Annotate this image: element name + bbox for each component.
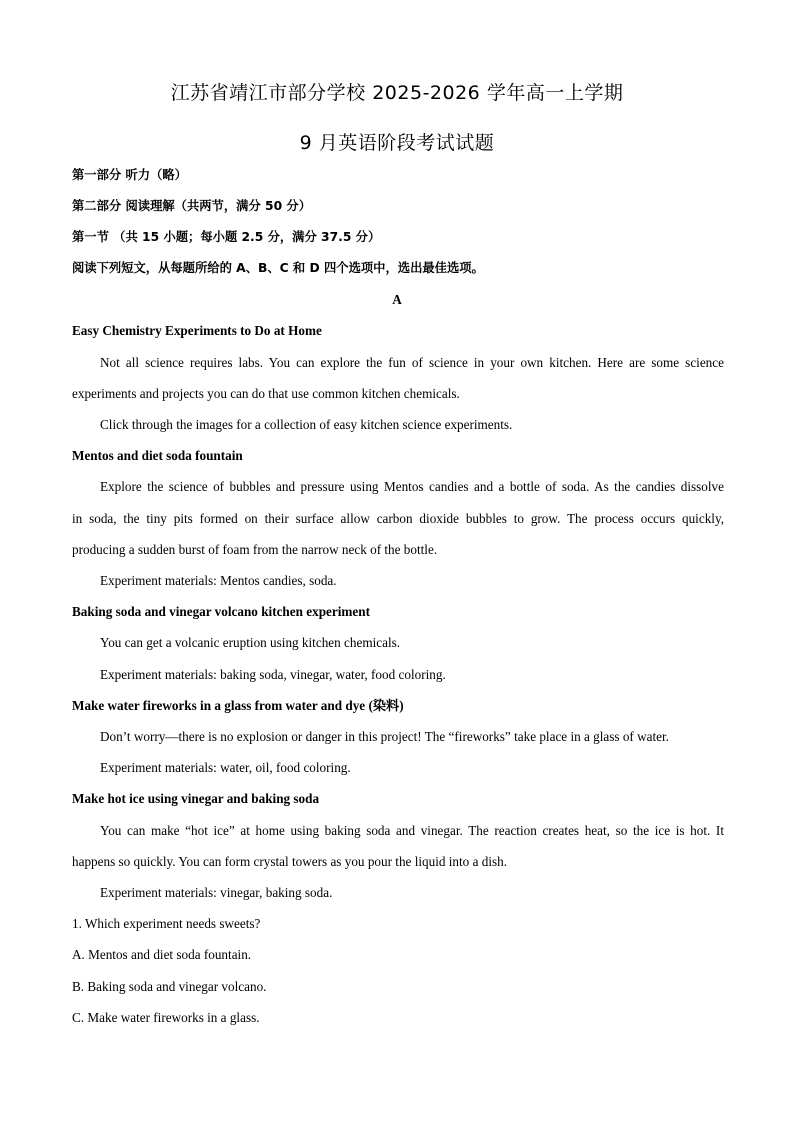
experiment-heading: Mentos and diet soda fountain [72, 448, 243, 463]
experiment-text-line: producing a sudden burst of foam from the narrow neck of the bottle. [72, 542, 438, 557]
exam-subtitle: 9 月英语阶段考试试题 [299, 132, 495, 154]
experiment-text-line: You can get a volcanic eruption using kitchen chemicals. [100, 635, 401, 650]
experiment-text-line: happens so quickly. You can form crystal towers as you pour the liquid into a dish. [72, 854, 508, 869]
part2-heading: 第二部分 阅读理解（共两节，满分 50 分） [72, 199, 312, 213]
experiment-materials: Experiment materials: baking soda, vinegar, water, food coloring. [100, 667, 446, 682]
part1-heading: 第一部分 听力（略） [72, 168, 187, 182]
passage-title: Easy Chemistry Experiments to Do at Home [72, 323, 322, 338]
intro-paragraph-line: experiments and projects you can do that use common kitchen chemicals. [72, 386, 460, 401]
experiment-heading: Make hot ice using vinegar and baking soda [72, 791, 320, 806]
experiment-text-line: Don’t worry—there is no explosion or danger in this project! The “fireworks” take place in a glass of water. [100, 729, 669, 744]
answer-option-a: A. Mentos and diet soda fountain. [72, 947, 252, 962]
experiment-heading: Baking soda and vinegar volcano kitchen experiment [72, 604, 370, 619]
question-stem: 1. Which experiment needs sweets? [72, 916, 261, 931]
answer-option-c: C. Make water fireworks in a glass. [72, 1010, 260, 1025]
passage-label: A [392, 292, 402, 307]
answer-option-b: B. Baking soda and vinegar volcano. [72, 979, 267, 994]
exam-title: 江苏省靖江市部分学校 2025-2026 学年高一上学期 [170, 82, 624, 104]
experiment-materials: Experiment materials: Mentos candies, soda. [100, 573, 337, 588]
section1-heading: 第一节 （共 15 小题；每小题 2.5 分，满分 37.5 分） [72, 230, 381, 244]
experiment-materials: Experiment materials: water, oil, food coloring. [100, 760, 351, 775]
intro-paragraph-2: Click through the images for a collection of easy kitchen science experiments. [100, 417, 513, 432]
intro-paragraph-line: Not all science requires labs. You can explore the fun of science in your own kitchen. Here are some science [100, 355, 724, 370]
instructions: 阅读下列短文，从每题所给的 A、B、C 和 D 四个选项中，选出最佳选项。 [72, 261, 484, 275]
experiment-heading: Make water fireworks in a glass from water and dye (染料) [72, 698, 404, 713]
experiment-materials: Experiment materials: vinegar, baking soda. [100, 885, 333, 900]
experiment-text-line: in soda, the tiny pits formed on their surface allow carbon dioxide bubbles to grow. The process occurs quickly, [72, 511, 724, 526]
experiment-text-line: You can make “hot ice” at home using baking soda and vinegar. The reaction creates heat, so the ice is hot. It [100, 823, 724, 838]
experiment-text-line: Explore the science of bubbles and pressure using Mentos candies and a bottle of soda. As the candies dissolve [100, 479, 724, 494]
